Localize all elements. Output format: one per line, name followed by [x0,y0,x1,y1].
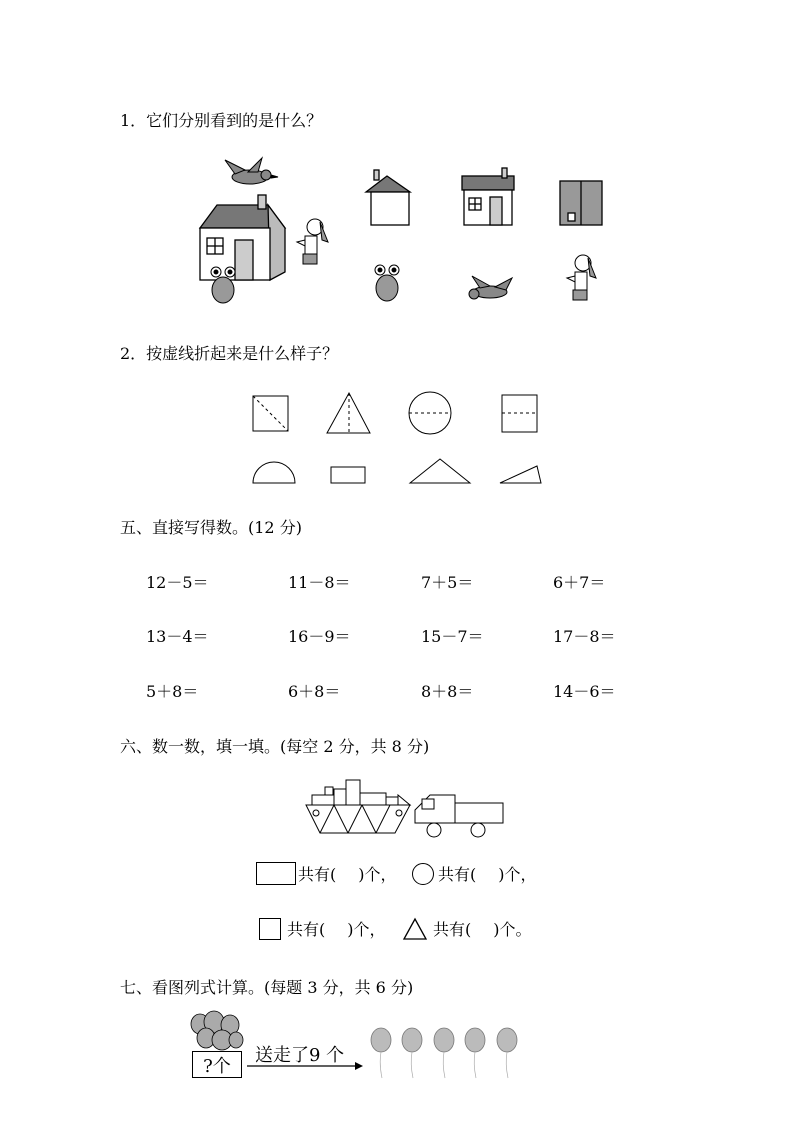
frog-icon [375,265,399,301]
balloons-row [368,1026,528,1081]
balloon-icon [434,1028,454,1052]
rectangle-shape [502,395,537,432]
house-front-icon [366,170,410,225]
bird-icon [225,158,278,184]
calc-item: 7＋5＝ [421,573,474,592]
triangle-count-suffix: )个。 [493,920,532,939]
calc-item: 14－6＝ [553,682,616,701]
triangle-icon [403,918,427,940]
q2-title: 2．按虚线折起来是什么样子？ [120,344,339,363]
arrow-icon [247,1060,363,1072]
balloon-bunch-icon [186,1010,248,1054]
s5-title: 五、直接写得数。(12 分) [120,518,302,537]
house-top-icon [560,181,602,225]
house-icon [200,195,285,280]
calc-item: 12－5＝ [146,573,209,592]
q1-scene [190,150,610,315]
ship-truck-figure [300,775,510,840]
circle-count-suffix: )个， [498,865,537,884]
dog-icon [567,255,596,300]
calc-item: 6＋7＝ [553,573,606,592]
fold-shapes [245,390,555,490]
balloon-icon [497,1028,517,1052]
wide-triangle-shape [410,459,470,483]
circle-count-row [412,862,537,885]
calc-item: 5＋8＝ [146,682,199,701]
unknown-count-label: ?个 [203,1055,231,1077]
circle-icon [412,863,434,885]
square-icon [259,918,281,940]
house-side-icon [462,168,514,225]
rect-count-suffix: )个， [358,865,397,884]
triangle-count-row [403,917,532,940]
q1-title: 1．它们分别看到的是什么？ [120,111,323,130]
square-count-suffix: )个， [347,920,386,939]
calc-item: 6＋8＝ [288,682,341,701]
unknown-count-box [192,1051,242,1078]
calc-item: 8＋8＝ [421,682,474,701]
s6-title: 六、数一数，填一填。(每空 2 分，共 8 分) [120,737,430,756]
s7-title: 七、看图列式计算。(每题 3 分，共 6 分) [120,978,414,997]
square-count-row [259,917,386,940]
calc-item: 17－8＝ [553,627,616,646]
calc-item: 13－4＝ [146,627,209,646]
calc-item: 16－9＝ [288,627,351,646]
given-away-label: 送走了9 个 [255,1045,345,1066]
bird-icon [469,276,512,299]
rect-count-row [256,862,397,885]
rectangle-icon [256,862,296,885]
rect-count-label: 共有( [298,865,337,884]
balloon-icon [402,1028,422,1052]
circle-count-label: 共有( [438,865,477,884]
right-triangle-shape [500,466,541,483]
semicircle-shape [253,462,295,483]
calc-item: 11－8＝ [288,573,351,592]
small-rectangle-shape [331,467,365,483]
balloon-icon [465,1028,485,1052]
square-count-label: 共有( [287,920,326,939]
calc-item: 15－7＝ [421,627,484,646]
balloon-icon [371,1028,391,1052]
dog-icon [297,219,328,264]
triangle-count-label: 共有( [433,920,472,939]
